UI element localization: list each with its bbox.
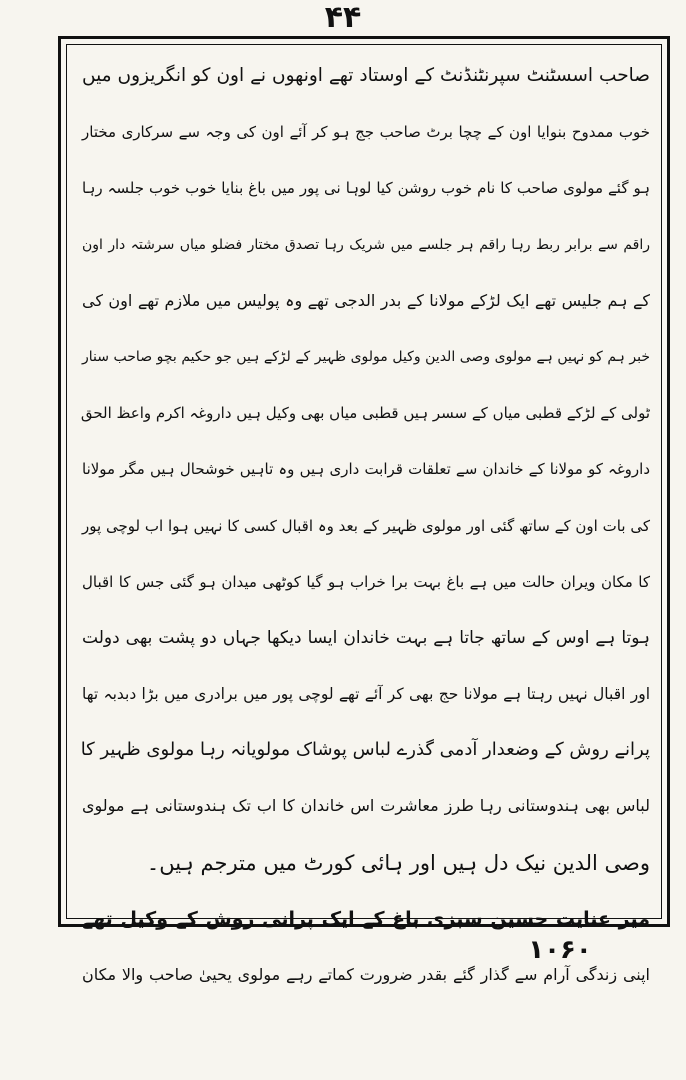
text-line: اور اقبال نہیں رہتا ہے مولانا حج بھی کر آئے تھے لوچی پور میں برادری میں بڑا دبدبہ تھا: [82, 685, 650, 704]
text-line-new-paragraph: میر عنایت حسین سبزی باغ کے ایک پرانی روش کے وکیل تھے: [82, 907, 650, 930]
text-line: کے ہم جلیس تھے ایک لڑکے مولانا کے بدر الدجی تھے وہ پولیس میں ملازم تھے اون کی: [82, 290, 650, 310]
text-line: راقم سے برابر ربط رہا راقم ہر جلسے میں شریک رہا تصدق مختار فضلو میاں سرشتہ دار اون: [82, 236, 650, 253]
text-line-paragraph-end: وصی الدین نیک دل ہیں اور ہائی کورٹ میں مترجم ہیں۔: [146, 850, 650, 875]
text-line: ٹولی کے لڑکے قطبی میاں کے سسر ہیں قطبی میاں بھی وکیل ہیں داروغہ اکرم واعظ الحق: [80, 404, 650, 423]
text-line: کی بات اون کے ساتھ گئی اور مولوی ظہیر کے بعد وہ اقبال کسی کا نہیں ہوا اب لوچی پور: [82, 516, 650, 535]
text-line: خوب ممدوح بنوایا اون کے چچا برٹ صاحب جج ہو کر آئے اون کی وجہ سے سرکاری مختار: [82, 123, 650, 142]
text-line: خبر ہم کو نہیں ہے مولوی وصی الدین وکیل مولوی ظہیر کے لڑکے ہیں جو حکیم بچو صاحب سنار: [82, 348, 650, 365]
text-line: پرانے روش کے وضعدار آدمی گذرے لباس پوشاک مولویانہ رہا مولوی ظہیر کا: [80, 739, 650, 761]
text-line: کا مکان ویران حالت میں ہے باغ بہت برا خراب ہو گیا کوٹھی میدان ہو گئی جس کا اقبال: [82, 572, 650, 591]
footer-number: ۱۰۶۰: [528, 935, 592, 965]
text-line: ہو گئے مولوی صاحب کا نام خوب روشن کیا لوہا نی پور میں باغ بنایا خوب خوب جلسہ رہا: [82, 179, 650, 198]
text-line: صاحب اسسٹنٹ سپرنٹنڈنٹ کے اوستاد تھے اونھوں نے اون کو انگریزوں میں: [82, 65, 650, 86]
text-line: اپنی زندگی آرام سے گذار گئے بقدر ضرورت کماتے رہے مولوی یحییٰ صاحب والا مکان: [82, 965, 650, 984]
text-line: ہوتا ہے اوس کے ساتھ جاتا ہے بہت خاندان ایسا دیکھا جہاں دو پشت بھی دولت: [82, 627, 650, 648]
text-line: داروغہ کو مولانا کے خاندان سے تعلقات قرابت داری ہیں وہ تاہیں خوشحال ہیں مگر مولانا: [82, 460, 650, 479]
page-number: ۴۴: [324, 0, 362, 35]
text-line: لباس بھی ہندوستانی رہا طرز معاشرت اس خاندان کا اب تک ہندوستانی ہے مولوی: [82, 796, 650, 816]
